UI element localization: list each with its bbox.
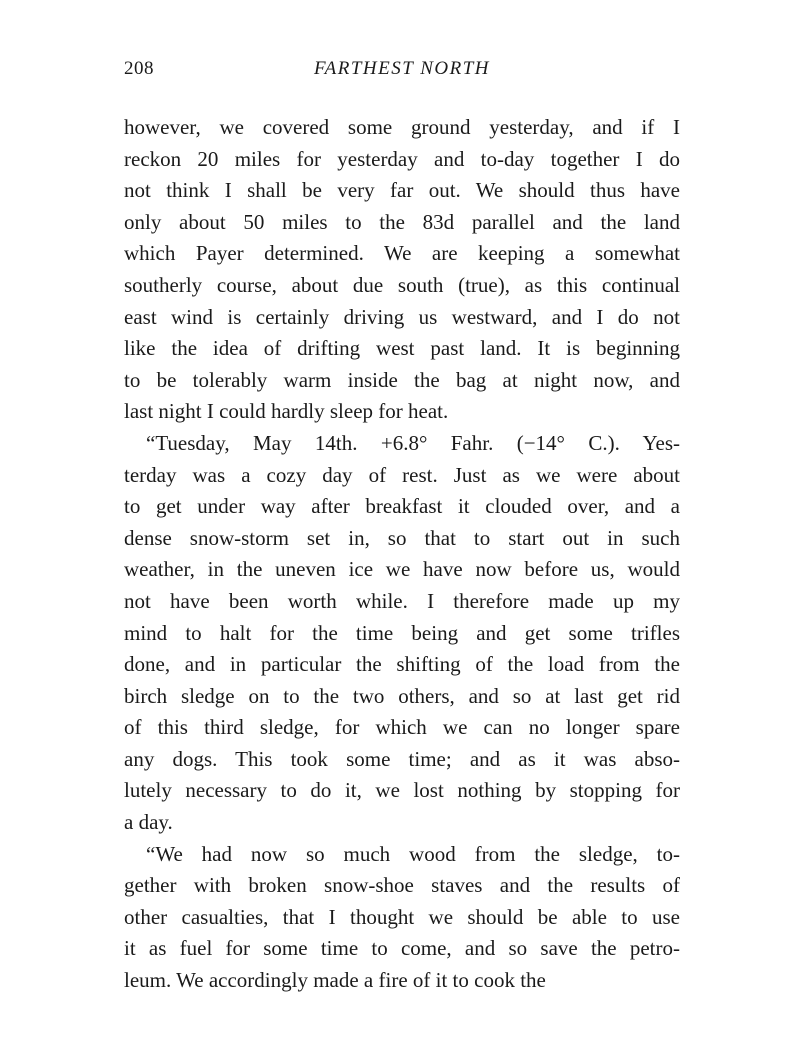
text-line: “We had now so much wood from the sledge, to-	[146, 841, 680, 866]
text-line: like the idea of drifting west past land. It is beginning	[124, 336, 680, 361]
text-line: birch sledge on to the two others, and so at last get rid	[124, 683, 680, 708]
text-line: a day.	[124, 810, 173, 835]
running-head	[124, 58, 680, 88]
text-line: terday was a cozy day of rest. Just as we were about	[124, 462, 680, 487]
paragraph	[124, 839, 680, 997]
text-line: done, and in particular the shifting of the load from the	[124, 652, 680, 677]
text-line: “Tuesday, May 14th. +6.8° Fahr. (−14° C.). Yes-	[146, 430, 680, 455]
text-line: weather, in the uneven ice we have now before us, would	[124, 557, 680, 582]
text-line: last night I could hardly sleep for heat.	[124, 399, 449, 424]
text-line: only about 50 miles to the 83d parallel and the land	[124, 209, 680, 234]
paragraph	[124, 112, 680, 428]
text-line: however, we covered some ground yesterday, and if I	[124, 115, 680, 139]
text-line: southerly course, about due south (true), as this continual	[124, 272, 680, 297]
paragraph	[124, 428, 680, 839]
page-number: 208	[124, 58, 154, 79]
running-title: FARTHEST NORTH	[313, 58, 491, 79]
text-line: reckon 20 miles for yesterday and to-day together I do	[124, 146, 680, 171]
text-line: which Payer determined. We are keeping a somewhat	[124, 241, 680, 266]
text-line: other casualties, that I thought we should be able to use	[124, 904, 680, 929]
text-line: dense snow-storm set in, so that to start out in such	[124, 525, 680, 550]
text-line: gether with broken snow-shoe staves and the results of	[124, 873, 680, 898]
text-line: not think I shall be very far out. We should thus have	[124, 178, 680, 203]
text-line: not have been worth while. I therefore made up my	[124, 588, 680, 613]
text-line: to get under way after breakfast it clouded over, and a	[124, 494, 680, 519]
text-line: lutely necessary to do it, we lost nothing by stopping for	[124, 778, 680, 803]
text-line: leum. We accordingly made a fire of it to cook the	[124, 968, 546, 993]
text-line: any dogs. This took some time; and as it was abso-	[124, 746, 680, 771]
body-text	[124, 112, 680, 997]
text-line: it as fuel for some time to come, and so save the petro-	[124, 936, 680, 961]
text-line: of this third sledge, for which we can no longer spare	[124, 715, 680, 740]
text-line: mind to halt for the time being and get some trifles	[124, 620, 680, 645]
text-line: east wind is certainly driving us westward, and I do not	[124, 304, 680, 329]
text-line: to be tolerably warm inside the bag at night now, and	[124, 367, 680, 392]
